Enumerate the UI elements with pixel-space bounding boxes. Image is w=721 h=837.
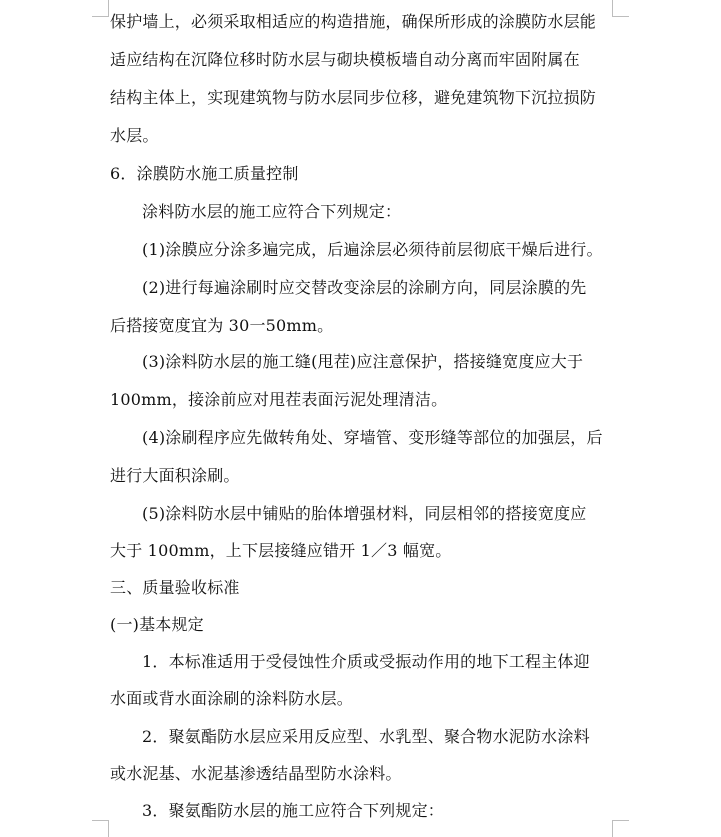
numbered-item-line: 3．聚氨酯防水层的施工应符合下列规定：	[142, 801, 444, 820]
paragraph-line: 保护墙上，必须采取相适应的构造措施，确保所形成的涂膜防水层能	[110, 12, 597, 31]
list-item-continuation: 大于 100mm，上下层接缝应错开 1／3 幅宽。	[110, 541, 452, 560]
numbered-item-line: 1．本标准适用于受侵蚀性介质或受振动作用的地下工程主体迎	[142, 652, 590, 671]
section-heading: 三、质量验收标准	[110, 578, 240, 597]
list-item-line: (2)进行每遍涂刷时应交替改变涂层的涂刷方向，同层涂膜的先	[142, 278, 587, 297]
page-corner-mark-bottom-right	[612, 820, 629, 837]
subsection-heading: (一)基本规定	[110, 615, 204, 634]
page-corner-mark-top-left	[92, 0, 109, 17]
page-corner-mark-top-right	[612, 0, 629, 17]
list-item-line: (5)涂料防水层中铺贴的胎体增强材料，同层相邻的搭接宽度应	[142, 504, 587, 523]
numbered-item-continuation: 或水泥基、水泥基渗透结晶型防水涂料。	[110, 764, 402, 783]
list-item-continuation: 后搭接宽度宜为 30一50mm。	[110, 316, 334, 335]
paragraph-line: 结构主体上，实现建筑物与防水层同步位移，避免建筑物下沉拉损防	[110, 88, 597, 107]
section-heading: 6．涂膜防水施工质量控制	[110, 164, 299, 183]
numbered-item-continuation: 水面或背水面涂刷的涂料防水层。	[110, 689, 354, 708]
list-item-line: (3)涂料防水层的施工缝(甩茬)应注意保护，搭接缝宽度应大于	[142, 352, 584, 371]
list-item-line: (4)涂刷程序应先做转角处、穿墙管、变形缝等部位的加强层，后	[142, 428, 603, 447]
numbered-item-line: 2．聚氨酯防水层应采用反应型、水乳型、聚合物水泥防水涂料	[142, 727, 590, 746]
list-item-line: (1)涂膜应分涂多遍完成，后遍涂层必须待前层彻底干燥后进行。	[142, 240, 603, 259]
list-item-continuation: 进行大面积涂刷。	[110, 466, 240, 485]
list-item-continuation: 100mm，接涂前应对甩茬表面污泥处理清洁。	[110, 390, 448, 409]
paragraph-line: 水层。	[110, 126, 159, 145]
paragraph-line: 涂料防水层的施工应符合下列规定：	[142, 202, 402, 221]
paragraph-line: 适应结构在沉降位移时防水层与砌块模板墙自动分离而牢固附属在	[110, 50, 580, 69]
page-corner-mark-bottom-left	[92, 820, 109, 837]
